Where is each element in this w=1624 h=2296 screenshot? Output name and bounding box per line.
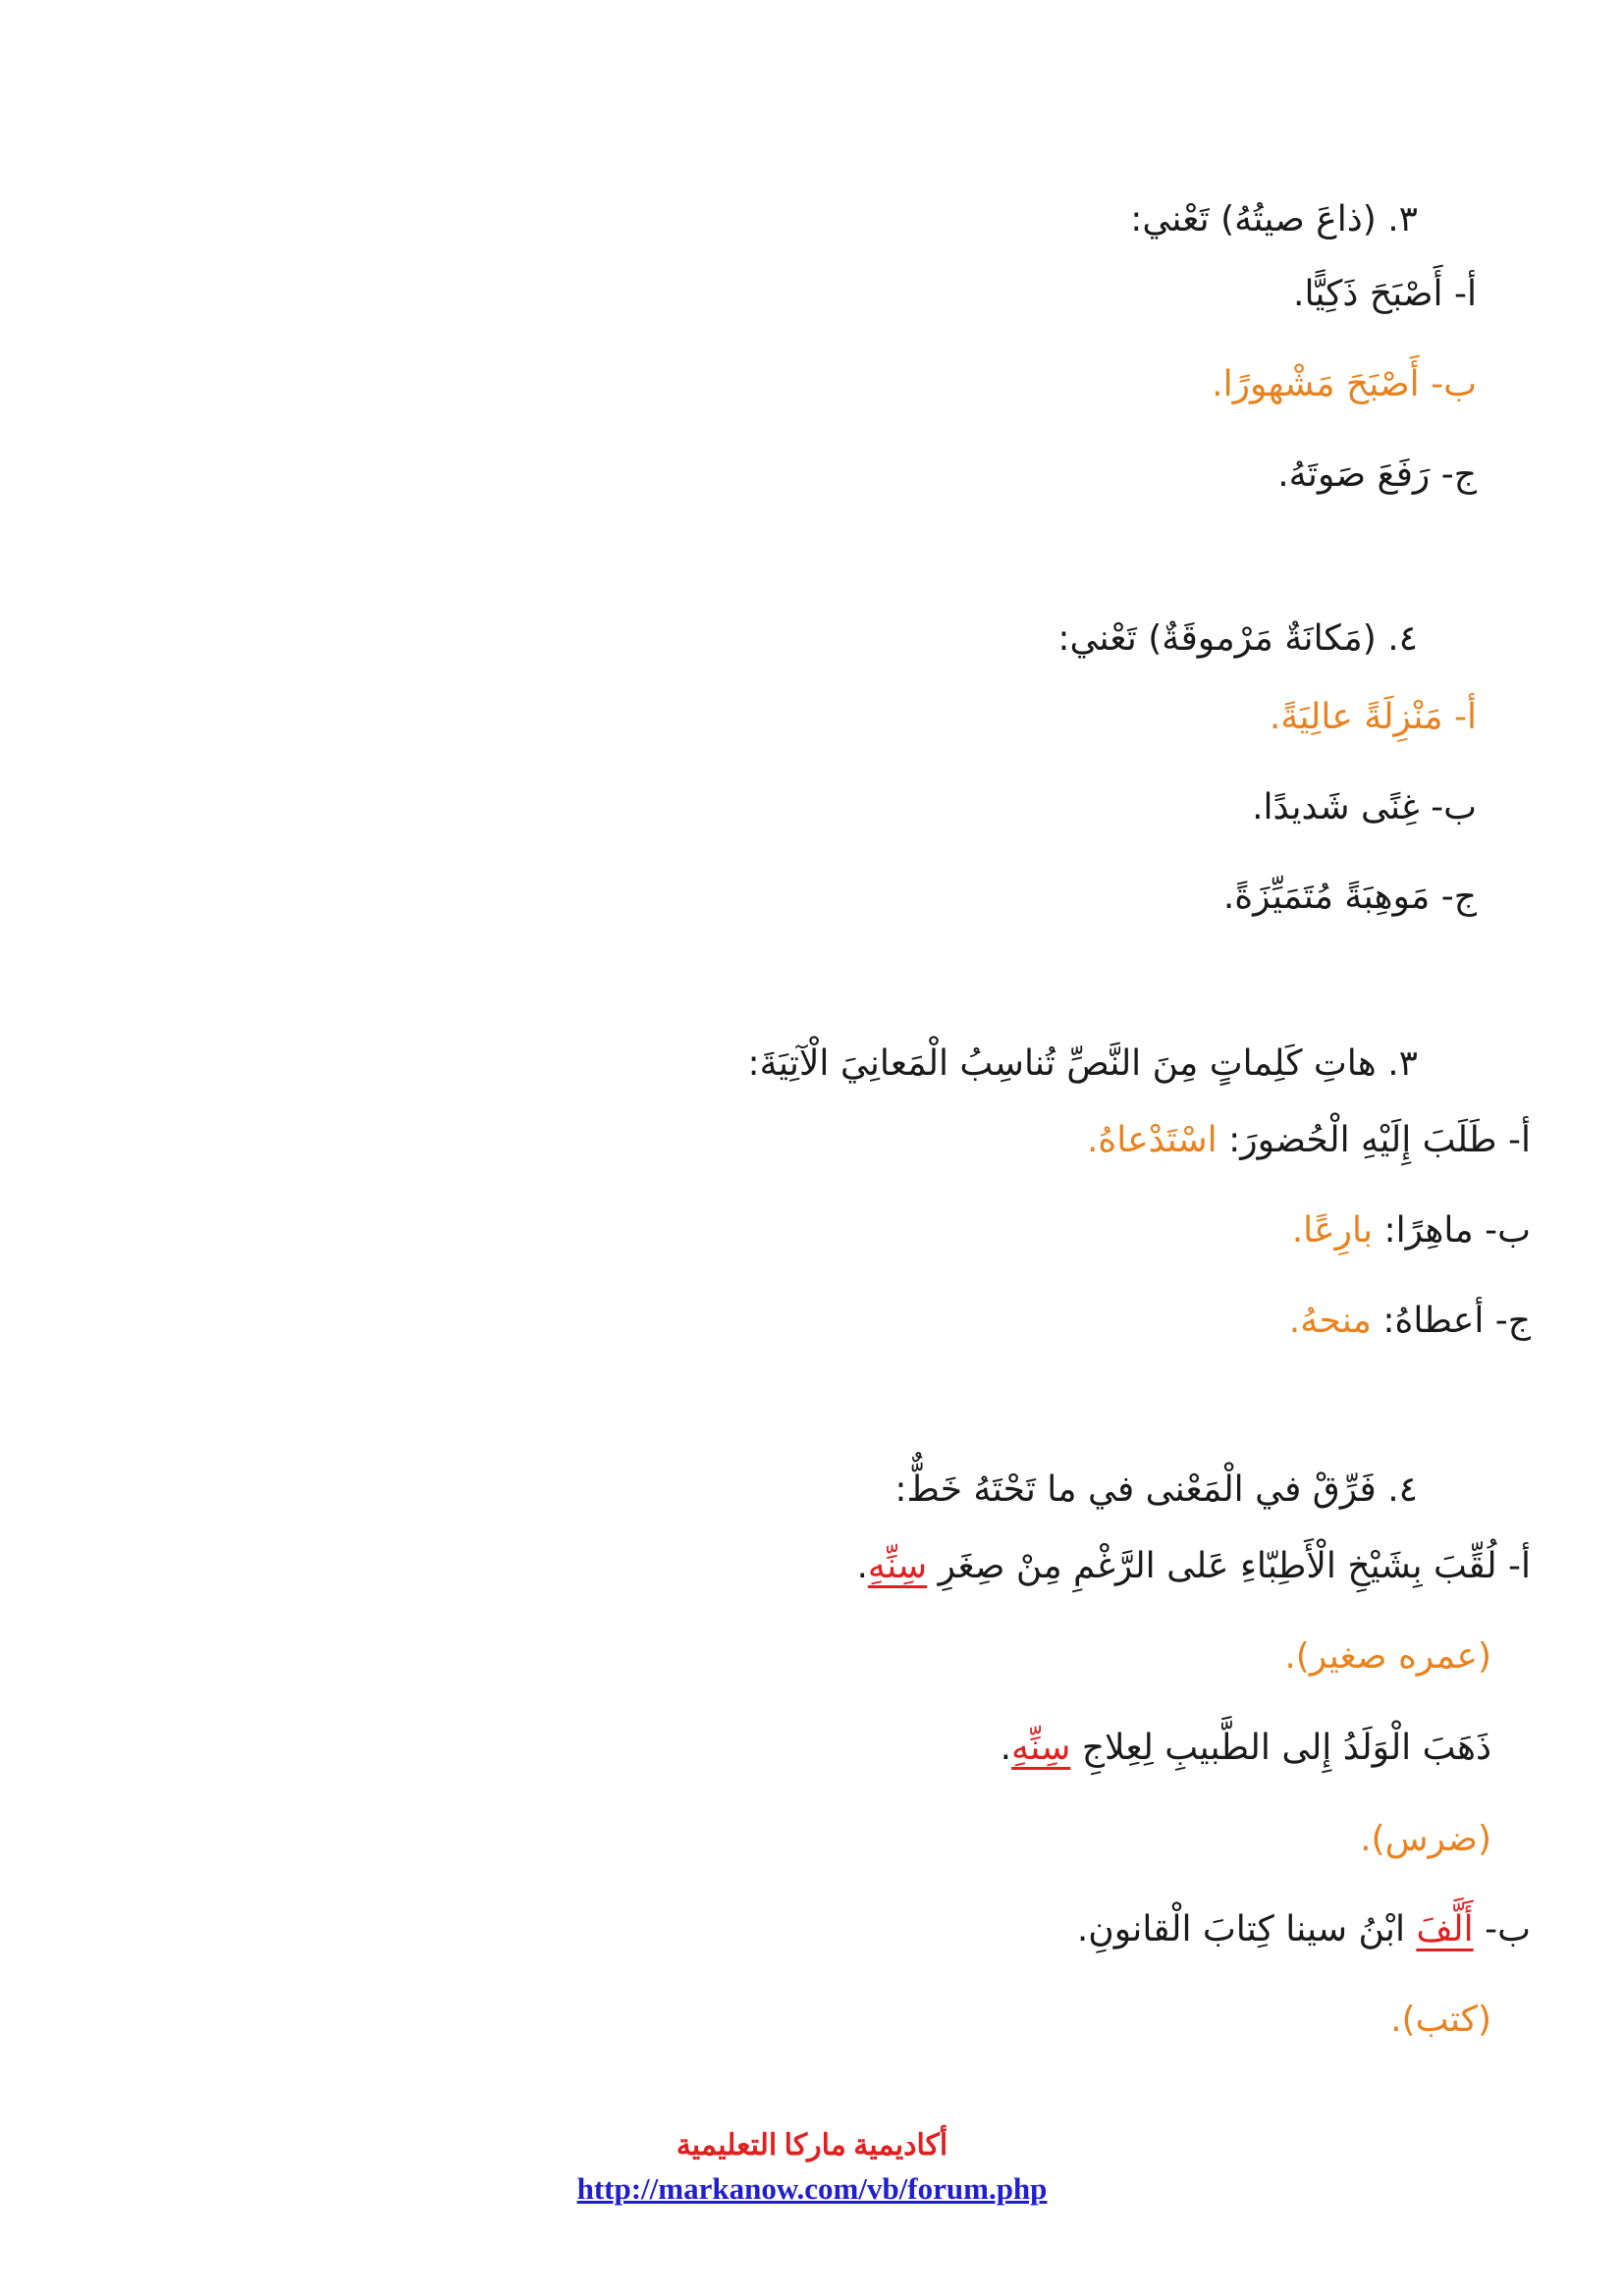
task-3-item-a-answer: اسْتَدْعاهُ. (1086, 1120, 1218, 1160)
question-4-option-a-correct: أ- مَنْزِلَةً عالِيَةً. (1269, 697, 1477, 737)
task-4-answer-2: (ضرس). (1360, 1819, 1491, 1859)
question-4-option-c: ج- مَوهِبَةً مُتَمَيِّزَةً. (1222, 877, 1477, 917)
footer-academy-title: أكاديمية ماركا التعليمية (676, 2129, 948, 2162)
question-3-option-b-correct: ب- أَصْبَحَ مَشْهورًا. (1212, 364, 1477, 404)
task-3-item-a (1087, 1115, 1531, 1166)
task-3-item-c-prompt: ج- أعطاهُ: (1382, 1301, 1531, 1341)
task-3-item-c (1289, 1296, 1531, 1347)
task-4-answer-1: (عمره صغير). (1284, 1636, 1491, 1677)
task-4-sentence-1-underlined-word: سِنِّهِ (867, 1546, 928, 1586)
question-4-heading: ٤. (مَكانَةٌ مَرْموقَةٌ) تَعْني: (1057, 618, 1418, 659)
task-4-heading: ٤. فَرِّقْ في الْمَعْنى في ما تَحْتَهُ خَطٌّ: (894, 1469, 1418, 1510)
footer-forum-link[interactable]: http://markanow.com/vb/forum.php (576, 2171, 1048, 2206)
task-3-item-c-answer: منحهُ. (1288, 1301, 1372, 1341)
question-4-option-b: ب- غِنًى شَديدًا. (1252, 787, 1477, 828)
task-3-heading: ٣. هاتِ كَلِماتٍ مِنَ النَّصِّ تُناسِبُ الْمَعانِيَ الْآتِيَةَ: (747, 1043, 1418, 1084)
question-3-heading: ٣. (ذاعَ صيتُهُ) تَعْني: (1130, 199, 1418, 240)
task-3-item-b-answer: بارِعًا. (1291, 1210, 1373, 1251)
task-3-item-a-prompt: أ- طَلَبَ إِلَيْهِ الْحُضورَ: (1228, 1120, 1531, 1160)
task-4-sentence-2-underlined-word: سِنِّهِ (1011, 1728, 1071, 1768)
question-3-option-c: ج- رَفَعَ صَوتَهُ. (1277, 454, 1477, 495)
task-4-sentence-2 (1001, 1723, 1491, 1774)
task-4-sentence-3 (1077, 1904, 1531, 1955)
task-3-item-b (1292, 1205, 1531, 1256)
task-4-sentence-2-end: . (1000, 1728, 1012, 1768)
task-4-sentence-3-prefix: ب- (1485, 1909, 1531, 1949)
task-4-sentence-1-text: أ- لُقِّبَ بِشَيْخِ الْأَطِبّاءِ عَلى الرَّغْمِ مِنْ صِغَرِ (938, 1546, 1531, 1586)
task-4-answer-3: (كتب). (1390, 2000, 1491, 2040)
task-4-sentence-1-end: . (856, 1546, 868, 1586)
task-4-sentence-2-text: ذَهَبَ الْوَلَدُ إِلى الطَّبيبِ لِعِلاجِ (1081, 1728, 1491, 1768)
question-3-option-a: أ- أَصْبَحَ ذَكِيًّا. (1293, 274, 1477, 314)
task-4-sentence-3-underlined-word: أَلَّفَ (1416, 1909, 1474, 1949)
task-3-item-b-prompt: ب- ماهِرًا: (1383, 1210, 1531, 1251)
task-4-sentence-3-text: ابْنُ سينا كِتابَ الْقانونِ. (1076, 1909, 1405, 1949)
task-4-sentence-1 (856, 1541, 1531, 1592)
